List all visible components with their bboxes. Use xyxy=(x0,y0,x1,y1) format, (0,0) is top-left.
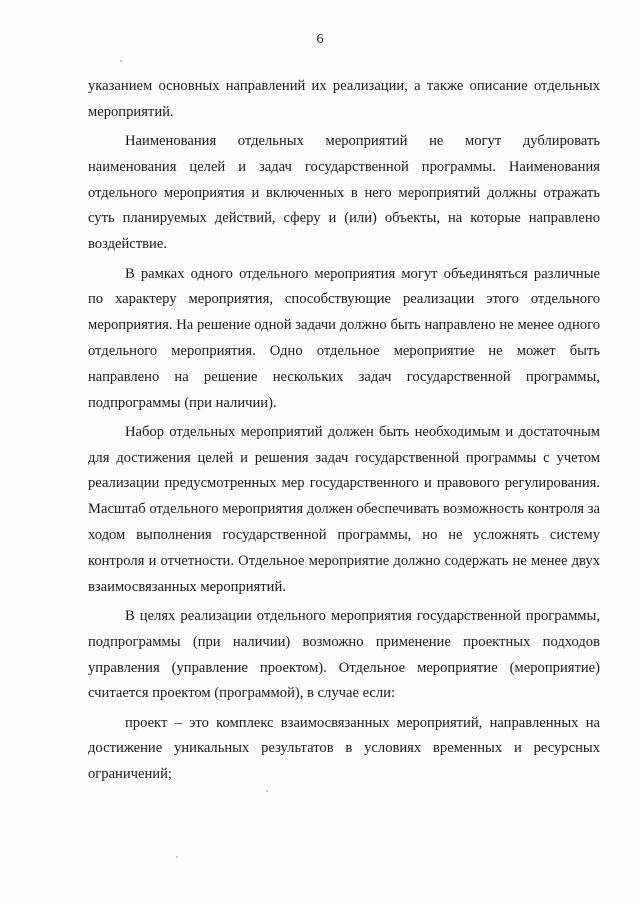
paragraph-grouping-rules: В рамках одного отдельного мероприятия могут объединяться различные по характеру мероприятия, способствующие реализации этого отдельного мероприятия. На решение одной задачи должно быть направлено не менее одного отдельного мероприятия. Одно отдельное мероприятие не может быть направлено на решение нескольких задач государственной программы, подпрограммы (при наличии). xyxy=(88,265,600,411)
scan-speck xyxy=(266,790,268,792)
scan-speck xyxy=(176,856,178,858)
paragraph-sufficiency: Набор отдельных мероприятий должен быть необходимым и достаточным для достижения целей и решения задач государственной программы с учетом реализации предусмотренных мер государственного и правового регулирования. Масштаб отдельного мероприятия должен обеспечивать возможность контроля за ходом выполнения государственной программы, но не усложнять систему контроля и отчетности. Отдельное мероприятие должно содержать не менее двух взаимосвязанных мероприятий. xyxy=(88,423,600,595)
paragraph-naming-rules: Наименования отдельных мероприятий не могут дублировать наименования целей и задач государственной программы. Наименования отдельного мероприятия и включенных в него мероприятий должны отражать суть планируемых действий, сферу и (или) объекты, на которые направлено воздействие. xyxy=(88,133,600,253)
paragraph-project-approach: В целях реализации отдельного мероприятия государственной программы, подпрограммы (при наличии) возможно применение проектных подходов управления (управление проектом). Отдельное мероприятие (мероприятие) считается проектом (программой), в случае если: xyxy=(88,607,600,702)
page-number: 6 xyxy=(316,32,324,47)
document-body xyxy=(88,74,600,792)
scan-speck xyxy=(120,60,122,62)
paragraph-project-definition: проект – это комплекс взаимосвязанных мероприятий, направленных на достижение уникальных результатов в условиях временных и ресурсных ограничений; xyxy=(88,714,600,783)
paragraph-continuation: указанием основных направлений их реализации, а также описание отдельных мероприятий. xyxy=(88,78,600,120)
